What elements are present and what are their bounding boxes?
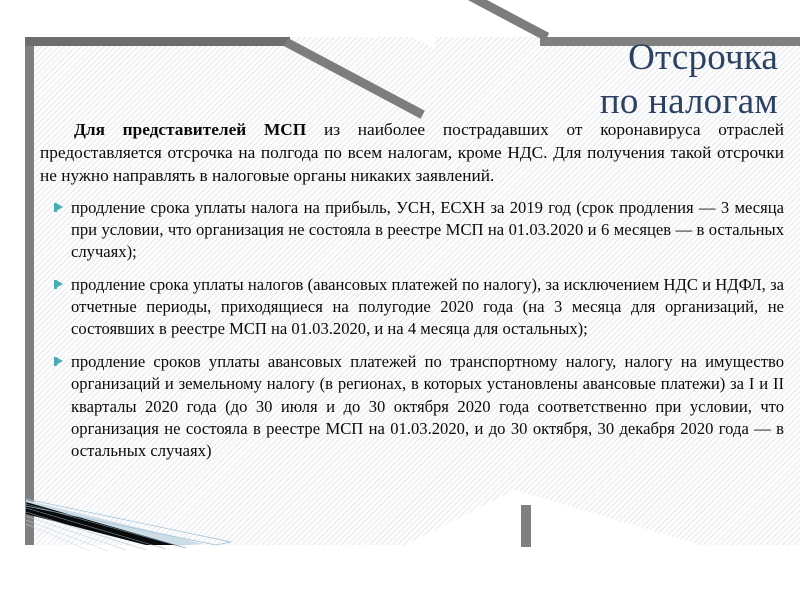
lead-bold-prefix: Для представителей МСП bbox=[74, 120, 307, 139]
list-item bbox=[40, 351, 784, 461]
list-item bbox=[40, 274, 784, 340]
list-item-text: продление срока уплаты налогов (авансовых платежей по налогу), за исключением НДС и НДФЛ, за отчетные периоды, приходящиеся на полугодие 2020 года (на 3 месяца для организаций, не состоявших в реестре МСП на 01.03.2020, и на 4 месяца для остальных); bbox=[71, 275, 784, 339]
left-rail-decoration bbox=[25, 37, 34, 545]
slide-title-line-2: по налогам bbox=[599, 80, 778, 122]
bottom-stub-decoration bbox=[521, 505, 531, 547]
arrow-bullet-icon bbox=[56, 280, 63, 288]
fan-swoosh-icon bbox=[26, 498, 256, 554]
list-item-text: продление сроков уплаты авансовых платежей по транспортному налогу, налогу на имущество организаций и земельному налогу (в регионах, в которых установлены авансовые платежи) за I и II кварталы 2020 года (до 30 июля и до 30 октября 2020 года соответственно при условии, что организация не состояла в реестре МСП на 01.03.2020, и до 30 октября, 30 декабря 2020 года — в остальных случаях) bbox=[71, 352, 784, 460]
chevron-right-arm-decoration bbox=[436, 0, 549, 41]
arrow-bullet-icon bbox=[56, 357, 63, 365]
slide-title-line-1: Отсрочка bbox=[628, 37, 778, 78]
arrow-bullet-icon bbox=[56, 203, 63, 211]
list-item bbox=[40, 197, 784, 263]
bullet-list bbox=[40, 197, 784, 462]
slide-content bbox=[40, 118, 784, 473]
lead-rest: из наиболее пострадавших от коронавируса отраслей предоставляется отсрочка на полгода по всем налогам, кроме НДС. Для получения такой отсрочки не нужно направлять в налоговые органы никаких заявлений. bbox=[40, 120, 785, 185]
bottom-chevron-notch-mask bbox=[325, 490, 800, 545]
slide-title bbox=[348, 36, 778, 123]
bottom-left-fan-decoration bbox=[26, 498, 256, 554]
lead-paragraph bbox=[40, 118, 784, 187]
top-left-rail-decoration bbox=[25, 37, 290, 46]
list-item-text: продление срока уплаты налога на прибыль, УСН, ЕСХН за 2019 год (срок продления — 3 месяца при условии, что организация не состояла в реестре МСП на 01.03.2020 и 6 месяцев — в остальных случаях); bbox=[71, 198, 784, 262]
